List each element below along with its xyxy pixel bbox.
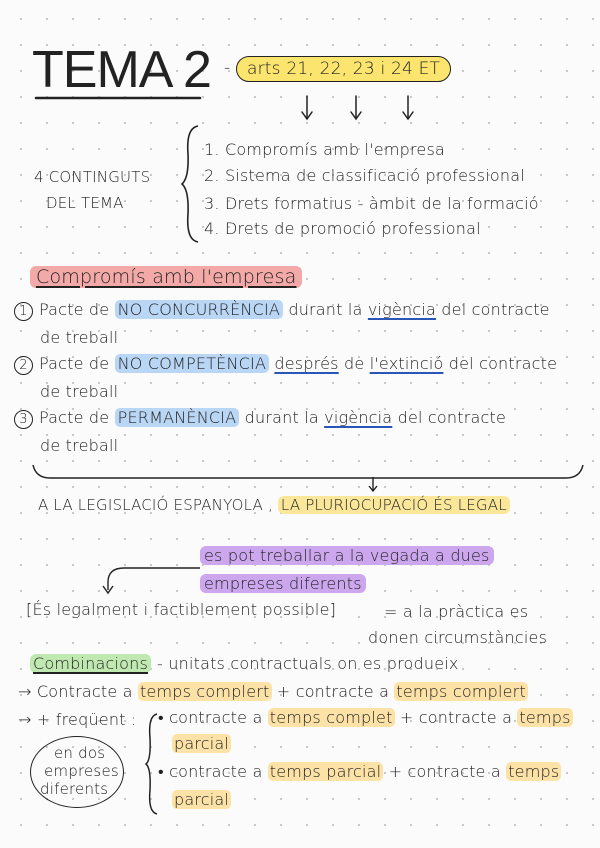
section-heading-text: Compromís amb l'empresa (30, 266, 302, 288)
bullet-2 (158, 762, 561, 782)
section-bracket (30, 462, 586, 484)
contents-item-2: 2. Sistema de classificació professional (204, 166, 525, 185)
contents-label-line1: 4 CONTINGUTS (34, 168, 151, 186)
bullet-2-text-a: • contracte a (158, 762, 268, 781)
bracket-text: [És legalment i factiblement possible] (26, 600, 337, 619)
pact-2-text-c: de (338, 354, 370, 373)
frequent-label: → + freqüent : (18, 710, 137, 729)
bracket-equals-line2: donen circumstàncies (368, 628, 548, 647)
pact-2-highlight: NO COMPETÈNCIA (115, 354, 269, 373)
purple-text-2: empreses diferents (200, 574, 366, 593)
pact-3-text-b: durant la (239, 408, 325, 427)
bullet-2-highlight-2: temps (508, 762, 560, 781)
pact-2 (14, 354, 557, 375)
combo-1-highlight: temps complert (139, 682, 270, 701)
pact-1-line2: de treball (40, 328, 119, 347)
pact-3-line2: de treball (40, 436, 119, 455)
bullet-1-text-a: • contracte a (158, 708, 268, 727)
section-heading (30, 266, 302, 288)
pact-1-underlined: vigència (367, 300, 437, 319)
bullet-2-highlight-3: parcial (174, 790, 230, 809)
pact-2-text-a: Pacte de (39, 354, 115, 373)
pact-3-text-a: Pacte de (39, 408, 115, 427)
pact-1-text-c: del contracte (436, 300, 550, 319)
pact-3-highlight: PERMANÈNCIA (115, 408, 240, 427)
combinacions-label: Combinacions (30, 654, 151, 673)
combinacions-rest: - unitats contractuals on es produeix (157, 654, 459, 673)
bullet-1-highlight-2: temps (519, 708, 571, 727)
pact-1 (14, 300, 550, 321)
pact-3 (14, 408, 506, 429)
combinacions-line (30, 654, 459, 673)
bullet-2-highlight: temps parcial (269, 762, 382, 781)
articles-pill: arts 21, 22, 23 i 24 ET (236, 56, 451, 82)
contents-label-line2: DEL TEMA (46, 194, 124, 212)
combo-1-text-a: → Contracte a (18, 682, 138, 701)
purple-text-1: es pot treballar a la vegada a dues (200, 546, 494, 565)
legislacio-line (38, 496, 510, 514)
pact-2-underlined-2: l'extinció (369, 354, 444, 373)
title-underline (34, 95, 204, 103)
bracket-equals: = a la pràctica es (384, 602, 529, 621)
purple-line-1 (200, 546, 494, 565)
pact-3-underlined: vigència (324, 408, 393, 427)
bullet-1-highlight-3: parcial (174, 734, 230, 753)
page-title: TEMA 2 (32, 41, 211, 99)
pact-2-number: 2 (14, 356, 33, 375)
combo-1-highlight-2: temps complert (396, 682, 526, 701)
pact-2-underlined: després (274, 354, 339, 373)
pact-1-number: 1 (14, 302, 33, 321)
bullet-1 (158, 708, 573, 728)
bullet-2-line2 (172, 790, 231, 809)
pact-3-number: 3 (14, 410, 33, 429)
bullet-1-highlight: temps complet (269, 708, 393, 727)
legislacio-highlight: LA PLURIOCUPACIÓ ÉS LEGAL (278, 496, 510, 514)
bullet-1-line2 (172, 734, 231, 753)
purple-line-2 (200, 574, 366, 593)
oval-line-2: empreses (44, 762, 119, 780)
pact-2-line2: de treball (40, 382, 119, 401)
bullet-2-text-b: + contracte a (383, 762, 507, 781)
contents-brace (180, 124, 202, 244)
legislacio-text: A LA LEGISLACIÓ ESPANYOLA , (38, 496, 278, 514)
oval-line-1: en dos (54, 744, 106, 762)
oval-line-3: diferents (40, 780, 109, 798)
curved-left-arrow (94, 562, 204, 598)
down-arrows (295, 94, 425, 124)
combo-1-text-b: + contracte a (271, 682, 395, 701)
contents-item-1: 1. Compromís amb l'empresa (204, 140, 445, 159)
pact-1-highlight: NO CONCURRÈNCIA (115, 300, 283, 319)
contents-item-4: 4. Drets de promoció professional (204, 219, 481, 238)
contents-item-3: 3. Drets formatius - àmbit de la formació (204, 194, 539, 213)
pact-3-text-c: del contracte (392, 408, 507, 427)
pact-1-text-a: Pacte de (39, 300, 115, 319)
combo-line-1 (18, 682, 528, 701)
small-down-arrow (366, 476, 380, 494)
pact-1-text-b: durant la (283, 300, 368, 319)
dash: - (224, 58, 231, 78)
pact-2-text-e: del contracte (443, 354, 558, 373)
bullet-1-text-b: + contracte a (394, 708, 518, 727)
